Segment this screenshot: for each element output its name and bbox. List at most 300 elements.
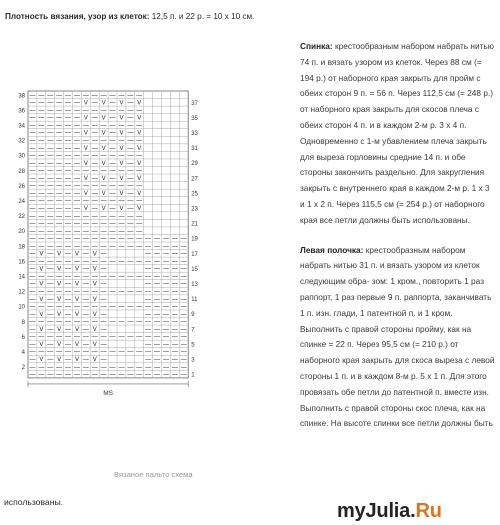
purl-symbol: — — [47, 176, 54, 182]
purl-symbol: — — [154, 342, 161, 349]
decrease-symbol: V — [119, 206, 124, 213]
purl-symbol: — — [73, 138, 80, 145]
purl-symbol: — — [109, 108, 116, 115]
purl-symbol: — — [47, 108, 54, 115]
left-front-title: Левая полочка: — [300, 244, 364, 255]
purl-symbol: — — [47, 123, 54, 130]
purl-symbol: — — [47, 327, 54, 333]
purl-symbol: — — [38, 176, 45, 182]
purl-symbol: — — [29, 236, 36, 243]
purl-symbol: — — [38, 364, 45, 371]
purl-symbol: — — [91, 176, 98, 182]
purl-symbol: — — [171, 251, 178, 258]
decrease-symbol: V — [137, 100, 142, 107]
purl-symbol: — — [65, 138, 72, 145]
purl-symbol: — — [29, 153, 36, 160]
purl-symbol: — — [29, 281, 36, 288]
purl-symbol: — — [171, 319, 178, 326]
purl-symbol: — — [162, 372, 169, 379]
decrease-symbol: V — [119, 191, 124, 198]
decrease-symbol: V — [57, 311, 62, 318]
purl-symbol: — — [100, 311, 107, 318]
row-label-left: 16 — [18, 259, 25, 266]
purl-symbol: — — [47, 372, 54, 379]
purl-symbol: — — [82, 168, 89, 175]
decrease-symbol: V — [137, 160, 142, 167]
purl-symbol: — — [91, 130, 98, 137]
purl-symbol: — — [145, 304, 152, 311]
decrease-symbol: V — [101, 160, 106, 167]
purl-symbol: — — [109, 213, 116, 220]
row-label-right: 1 — [191, 372, 195, 379]
purl-symbol: — — [136, 198, 143, 205]
purl-symbol: — — [73, 319, 80, 326]
purl-symbol: — — [38, 153, 45, 160]
purl-symbol: — — [47, 213, 54, 220]
purl-symbol: — — [29, 349, 36, 356]
purl-symbol: — — [73, 130, 80, 137]
purl-symbol: — — [91, 228, 98, 235]
purl-symbol: — — [109, 191, 116, 198]
purl-symbol: — — [65, 236, 72, 243]
row-label-left: 22 — [18, 214, 25, 221]
purl-symbol: — — [109, 221, 116, 228]
purl-symbol: — — [65, 115, 72, 122]
purl-symbol: — — [91, 123, 98, 130]
purl-symbol: — — [145, 236, 152, 243]
purl-symbol: — — [29, 138, 36, 145]
purl-symbol: — — [38, 334, 45, 341]
purl-symbol: — — [127, 228, 134, 235]
logo-suffix-text: Ru — [415, 500, 442, 522]
decrease-symbol: V — [83, 130, 88, 137]
purl-symbol: — — [118, 304, 125, 311]
purl-symbol: — — [47, 115, 54, 122]
purl-symbol: — — [29, 251, 36, 258]
purl-symbol: — — [65, 213, 72, 220]
purl-symbol: — — [145, 266, 152, 273]
purl-symbol: — — [47, 364, 54, 371]
purl-symbol: — — [171, 266, 178, 273]
purl-symbol: — — [91, 274, 98, 281]
decrease-symbol: V — [39, 251, 44, 258]
purl-symbol: — — [73, 160, 80, 167]
purl-symbol: — — [65, 342, 72, 349]
purl-symbol: — — [109, 228, 116, 235]
purl-symbol: — — [82, 319, 89, 326]
purl-symbol: — — [65, 334, 72, 341]
purl-symbol: — — [29, 342, 36, 349]
purl-symbol: — — [38, 349, 45, 356]
purl-symbol: — — [56, 364, 63, 371]
purl-symbol: — — [91, 160, 98, 167]
row-label-right: 25 — [191, 191, 198, 198]
purl-symbol: — — [56, 213, 63, 220]
purl-symbol: — — [82, 349, 89, 356]
purl-symbol: — — [127, 221, 134, 228]
decrease-symbol: V — [101, 145, 106, 152]
purl-symbol: — — [91, 100, 98, 107]
purl-symbol: — — [65, 100, 72, 107]
purl-symbol: — — [118, 274, 125, 281]
purl-symbol: — — [109, 198, 116, 205]
purl-symbol: — — [162, 236, 169, 243]
purl-symbol: — — [100, 349, 107, 356]
purl-symbol: — — [171, 281, 178, 288]
purl-symbol: — — [38, 191, 45, 198]
purl-symbol: — — [154, 274, 161, 281]
purl-symbol: — — [162, 334, 169, 341]
purl-symbol: — — [127, 213, 134, 220]
purl-symbol: — — [47, 138, 54, 145]
purl-symbol: — — [100, 168, 107, 175]
purl-symbol: — — [56, 259, 63, 266]
purl-symbol: — — [47, 221, 54, 228]
purl-symbol: — — [56, 236, 63, 243]
purl-symbol: — — [162, 274, 169, 281]
purl-symbol: — — [38, 206, 45, 213]
purl-symbol: — — [65, 349, 72, 356]
purl-symbol: — — [65, 198, 72, 205]
purl-symbol: — — [91, 168, 98, 175]
purl-symbol: — — [29, 213, 36, 220]
purl-symbol: — — [136, 274, 143, 281]
purl-symbol: — — [118, 92, 125, 99]
purl-symbol: — — [127, 115, 134, 122]
purl-symbol: — — [73, 176, 80, 182]
purl-symbol: — — [56, 228, 63, 235]
purl-symbol: — — [38, 100, 45, 107]
purl-symbol: — — [127, 259, 134, 266]
purl-symbol: — — [29, 123, 36, 130]
purl-symbol: — — [47, 92, 54, 99]
purl-symbol: — — [29, 357, 36, 364]
purl-symbol: — — [162, 251, 169, 258]
purl-symbol: — — [82, 228, 89, 235]
purl-symbol: — — [91, 153, 98, 160]
back-title: Спинка: — [300, 41, 333, 51]
purl-symbol: — — [29, 198, 36, 205]
decrease-symbol: V — [101, 206, 106, 213]
purl-symbol: — — [73, 243, 80, 250]
purl-symbol: — — [118, 259, 125, 266]
purl-symbol: — — [47, 281, 54, 288]
purl-symbol: — — [73, 100, 80, 107]
decrease-symbol: V — [137, 130, 142, 137]
purl-symbol: — — [47, 145, 54, 152]
purl-symbol: — — [91, 213, 98, 220]
purl-symbol: — — [118, 319, 125, 326]
left-front-instructions — [300, 243, 496, 433]
purl-symbol: — — [127, 108, 134, 115]
purl-symbol: — — [109, 183, 116, 190]
purl-symbol: — — [56, 221, 63, 228]
purl-symbol: — — [171, 327, 178, 333]
purl-symbol: — — [109, 115, 116, 122]
purl-symbol: — — [82, 108, 89, 115]
purl-symbol: — — [91, 191, 98, 198]
purl-symbol: — — [91, 372, 98, 379]
purl-symbol: — — [38, 160, 45, 167]
decrease-symbol: V — [74, 357, 79, 364]
purl-symbol: — — [82, 92, 89, 99]
purl-symbol: — — [145, 334, 152, 341]
purl-symbol: — — [162, 243, 169, 250]
purl-symbol: — — [118, 349, 125, 356]
purl-symbol: — — [109, 160, 116, 167]
row-label-left: 14 — [18, 274, 25, 281]
purl-symbol: — — [82, 372, 89, 379]
purl-symbol: — — [100, 372, 107, 379]
purl-symbol: — — [38, 130, 45, 137]
purl-symbol: — — [127, 138, 134, 145]
purl-symbol: — — [47, 349, 54, 356]
purl-symbol: — — [47, 243, 54, 250]
purl-symbol: — — [118, 221, 125, 228]
purl-symbol: — — [109, 372, 116, 379]
decrease-symbol: V — [74, 251, 79, 258]
purl-symbol: — — [73, 145, 80, 152]
purl-symbol: — — [127, 274, 134, 281]
purl-symbol: — — [171, 296, 178, 303]
purl-symbol: — — [56, 123, 63, 130]
purl-symbol: — — [100, 138, 107, 145]
decrease-symbol: V — [119, 145, 124, 152]
decrease-symbol: V — [83, 191, 88, 198]
purl-symbol: — — [145, 364, 152, 371]
purl-symbol: — — [82, 364, 89, 371]
purl-symbol: — — [154, 243, 161, 250]
purl-symbol: — — [73, 221, 80, 228]
row-label-right: 37 — [191, 100, 198, 107]
purl-symbol: — — [91, 319, 98, 326]
purl-symbol: — — [73, 364, 80, 371]
purl-symbol: — — [56, 160, 63, 167]
purl-symbol: — — [73, 115, 80, 122]
purl-symbol: — — [56, 145, 63, 152]
purl-symbol: — — [118, 372, 125, 379]
purl-symbol: — — [171, 304, 178, 311]
purl-symbol: — — [65, 319, 72, 326]
purl-symbol: — — [82, 327, 89, 333]
purl-symbol: — — [100, 251, 107, 258]
gauge-line — [5, 12, 325, 22]
purl-symbol: — — [118, 168, 125, 175]
site-logo[interactable] — [337, 500, 442, 522]
row-label-left: 34 — [18, 123, 25, 130]
purl-symbol: — — [180, 259, 187, 266]
gauge-value: 12,5 п. и 22 р. = 10 х 10 см. — [151, 12, 255, 21]
purl-symbol: — — [29, 259, 36, 266]
purl-symbol: — — [180, 357, 187, 364]
back-text: крестообразным набором набрать нитью 74 п. и вязать узором из клеток. Через 88 см (= 194 р.) от наборного края закрыть для пройм с обеих сторон 9 п. = 56 п. Через 112,5 см (= 248 р.) от наборного края закрыть для скосов плеча с обеих сторон 4 п. и в каждом 2-м р. 3 х 4 п. Одновременно с 1-м убавлением плеча закрыть для выреза горловины средние 14 п. и обе стороны закончить раздельно. Для закругления закрыть с внутреннего края в каждом 2-м р. 1 х 3 и 1 х 2 п. Через 115,5 см (= 254 р.) от наборного края все петли должны быть использованы. — [300, 41, 494, 225]
purl-symbol: — — [56, 198, 63, 205]
row-label-left: 24 — [18, 198, 25, 205]
purl-symbol: — — [38, 304, 45, 311]
purl-symbol: — — [100, 304, 107, 311]
purl-symbol: — — [56, 191, 63, 198]
purl-symbol: — — [73, 372, 80, 379]
decrease-symbol: V — [39, 266, 44, 273]
purl-symbol: — — [47, 191, 54, 198]
purl-symbol: — — [91, 138, 98, 145]
purl-symbol: — — [100, 364, 107, 371]
purl-symbol: — — [91, 236, 98, 243]
purl-symbol: — — [100, 289, 107, 296]
purl-symbol: — — [65, 221, 72, 228]
row-label-right: 11 — [191, 297, 198, 304]
purl-symbol: — — [145, 311, 152, 318]
purl-symbol: — — [145, 296, 152, 303]
purl-symbol: — — [100, 221, 107, 228]
purl-symbol: — — [109, 153, 116, 160]
purl-symbol: — — [29, 327, 36, 333]
decrease-symbol: V — [74, 266, 79, 273]
purl-symbol: — — [82, 304, 89, 311]
purl-symbol: — — [47, 183, 54, 190]
purl-symbol: — — [82, 221, 89, 228]
purl-symbol: — — [47, 319, 54, 326]
row-label-right: 19 — [191, 236, 198, 243]
decrease-symbol: V — [74, 281, 79, 288]
purl-symbol: — — [38, 243, 45, 250]
purl-symbol: — — [56, 115, 63, 122]
purl-symbol: — — [127, 176, 134, 182]
decrease-symbol: V — [119, 115, 124, 122]
purl-symbol: — — [65, 274, 72, 281]
purl-symbol: — — [38, 198, 45, 205]
purl-symbol: — — [100, 259, 107, 266]
purl-symbol: — — [82, 138, 89, 145]
purl-symbol: — — [100, 357, 107, 364]
purl-symbol: — — [180, 243, 187, 250]
purl-symbol: — — [118, 123, 125, 130]
purl-symbol: — — [136, 138, 143, 145]
purl-symbol: — — [136, 364, 143, 371]
decrease-symbol: V — [101, 191, 106, 198]
purl-symbol: — — [56, 274, 63, 281]
purl-symbol: — — [154, 281, 161, 288]
purl-symbol: — — [91, 221, 98, 228]
purl-symbol: — — [65, 123, 72, 130]
purl-symbol: — — [82, 266, 89, 273]
purl-symbol: — — [127, 304, 134, 311]
purl-symbol: — — [91, 206, 98, 213]
purl-symbol: — — [47, 289, 54, 296]
purl-symbol: — — [180, 319, 187, 326]
purl-symbol: — — [65, 372, 72, 379]
purl-symbol: — — [136, 259, 143, 266]
purl-symbol: — — [29, 115, 36, 122]
purl-symbol: — — [65, 145, 72, 152]
purl-symbol: — — [127, 183, 134, 190]
purl-symbol: — — [82, 311, 89, 318]
purl-symbol: — — [47, 342, 54, 349]
decrease-symbol: V — [137, 115, 142, 122]
purl-symbol: — — [38, 236, 45, 243]
decrease-symbol: V — [119, 176, 124, 182]
purl-symbol: — — [91, 349, 98, 356]
purl-symbol: — — [65, 327, 72, 333]
purl-symbol: — — [91, 183, 98, 190]
purl-symbol: — — [65, 259, 72, 266]
purl-symbol: — — [38, 123, 45, 130]
purl-symbol: — — [127, 289, 134, 296]
purl-symbol: — — [56, 176, 63, 182]
purl-symbol: — — [29, 311, 36, 318]
purl-symbol: — — [38, 115, 45, 122]
purl-symbol: — — [91, 198, 98, 205]
purl-symbol: — — [82, 236, 89, 243]
purl-symbol: — — [47, 266, 54, 273]
purl-symbol: — — [109, 364, 116, 371]
purl-symbol: — — [56, 334, 63, 341]
row-label-left: 8 — [21, 319, 25, 326]
purl-symbol: — — [127, 243, 134, 250]
purl-symbol: — — [127, 191, 134, 198]
purl-symbol: — — [162, 311, 169, 318]
purl-symbol: — — [91, 243, 98, 250]
purl-symbol: — — [136, 243, 143, 250]
purl-symbol: — — [100, 108, 107, 115]
purl-symbol: — — [118, 108, 125, 115]
purl-symbol: — — [56, 349, 63, 356]
purl-symbol: — — [29, 334, 36, 341]
purl-symbol: — — [47, 198, 54, 205]
purl-symbol: — — [100, 296, 107, 303]
row-label-right: 21 — [191, 221, 198, 228]
row-label-left: 28 — [18, 168, 25, 175]
purl-symbol: — — [154, 327, 161, 333]
decrease-symbol: V — [57, 266, 62, 273]
purl-symbol: — — [145, 289, 152, 296]
purl-symbol: — — [56, 183, 63, 190]
purl-symbol: — — [47, 228, 54, 235]
purl-symbol: — — [65, 160, 72, 167]
purl-symbol: — — [91, 115, 98, 122]
purl-symbol: — — [145, 349, 152, 356]
purl-symbol: — — [136, 153, 143, 160]
purl-symbol: — — [29, 130, 36, 137]
purl-symbol: — — [56, 138, 63, 145]
purl-symbol: — — [56, 100, 63, 107]
purl-symbol: — — [65, 183, 72, 190]
footer-continuation: использованы. — [4, 497, 64, 507]
purl-symbol: — — [100, 274, 107, 281]
purl-symbol: — — [29, 296, 36, 303]
purl-symbol: — — [82, 281, 89, 288]
purl-symbol: — — [91, 92, 98, 99]
purl-symbol: — — [109, 100, 116, 107]
row-label-left: 36 — [18, 108, 25, 115]
purl-symbol: — — [91, 304, 98, 311]
purl-symbol: — — [154, 349, 161, 356]
purl-symbol: — — [29, 289, 36, 296]
purl-symbol: — — [56, 153, 63, 160]
purl-symbol: — — [47, 259, 54, 266]
purl-symbol: — — [136, 334, 143, 341]
purl-symbol: — — [38, 168, 45, 175]
purl-symbol: — — [38, 145, 45, 152]
purl-symbol: — — [73, 198, 80, 205]
purl-symbol: — — [65, 228, 72, 235]
instructions-column — [300, 39, 496, 432]
purl-symbol: — — [47, 100, 54, 107]
row-label-right: 23 — [191, 206, 198, 213]
purl-symbol: — — [73, 108, 80, 115]
purl-symbol: — — [136, 183, 143, 190]
purl-symbol: — — [180, 289, 187, 296]
